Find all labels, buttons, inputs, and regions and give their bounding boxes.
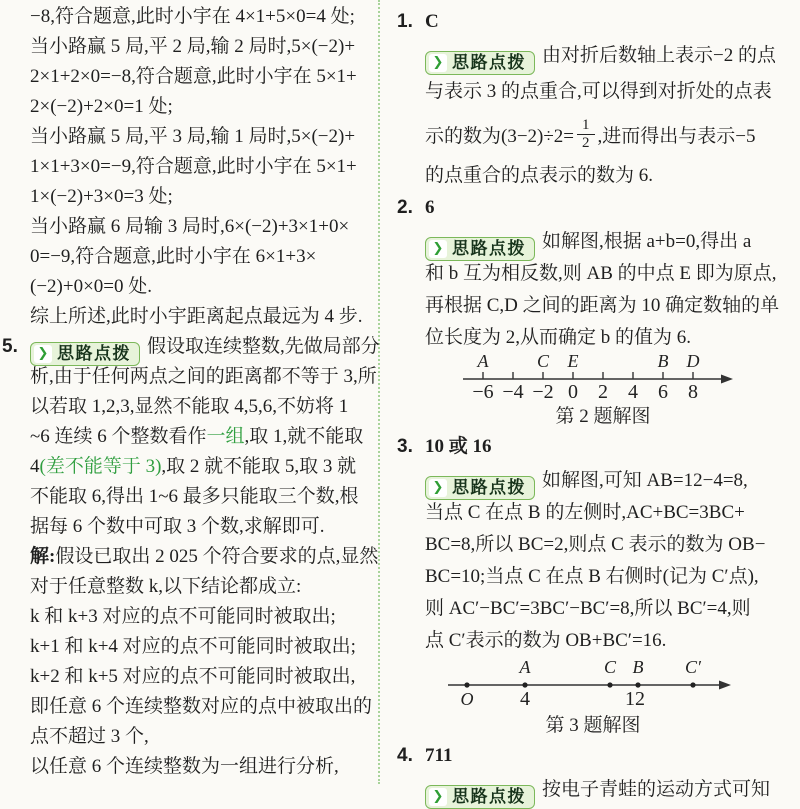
solution-line (30, 542, 379, 572)
hint-text: BC=10;当点 C 在点 B 右侧时(记为 C′点), (425, 566, 759, 587)
hint-text: 如解图,根据 a+b=0,得出 a (542, 231, 752, 252)
solution-line (30, 572, 375, 602)
chevron-right-icon: ❯ (34, 345, 52, 363)
silu-diandbo-badge (425, 476, 535, 500)
item-number: 4. (397, 745, 413, 766)
solution-text: 当小路赢 5 局,平 3 局,输 1 局时,5×(−2)+ (30, 126, 356, 147)
badge-label: 思路点拨 (452, 787, 526, 806)
hint-text: 的点重合的点表示的数为 6. (425, 165, 654, 186)
solution-line (30, 272, 375, 302)
hint-line (425, 76, 787, 108)
answer-row (397, 6, 787, 40)
number-line-diagram-2 (453, 354, 787, 431)
solution-line (30, 482, 375, 512)
answer-row (397, 740, 787, 774)
coordinate-label: 4 (520, 688, 530, 709)
answer-value: 711 (425, 745, 453, 766)
solution-line (30, 422, 375, 452)
item-number: 1. (397, 11, 413, 32)
hint-text: 如解图,可知 AB=12−4=8, (542, 470, 748, 491)
item-number: 2. (397, 197, 413, 218)
answer-item-4 (397, 740, 787, 806)
point-label: C′ (685, 657, 701, 677)
tick-label: 4 (628, 381, 638, 400)
left-column (2, 2, 380, 782)
number-line-svg (443, 657, 743, 709)
solution-line (30, 212, 375, 242)
jie-label: 解: (30, 546, 56, 567)
diagram-caption: 第 2 题解图 (555, 406, 651, 427)
solution-text: k 和 k+3 对应的点不可能同时被取出; (30, 606, 336, 627)
point-label: B (632, 657, 644, 677)
hint-line (425, 160, 787, 192)
hint-line (425, 322, 787, 354)
fraction-denominator: 2 (577, 134, 595, 152)
coordinate-label: 12 (625, 688, 645, 709)
answer-value: C (425, 11, 439, 32)
answer-item-3 (397, 431, 787, 740)
hint-line (425, 593, 787, 625)
solution-line (30, 152, 375, 182)
point-label: C (536, 354, 550, 371)
solution-line (30, 632, 375, 662)
fraction-one-half (577, 117, 595, 151)
point-label: E (567, 354, 579, 371)
solution-text: 以若取 1,2,3,显然不能取 4,5,6,不妨将 1 (30, 396, 349, 417)
solution-text: 0=−9,符合题意,此时小宇在 6×1+3× (30, 246, 317, 267)
answer-value: 6 (425, 197, 435, 218)
hint-line (425, 561, 787, 593)
column-divider (378, 0, 380, 784)
solution-line (30, 182, 375, 212)
hint-text: BC=8,所以 BC=2,则点 C 表示的数为 OB− (425, 534, 766, 555)
solution-text: (−2)+0×0=0 处. (30, 276, 153, 297)
solution-text: ,取 2 就不能取 5,取 3 就 (161, 456, 357, 477)
hint-line (425, 290, 787, 322)
tick-label: −6 (472, 381, 494, 400)
hint-line (425, 258, 787, 290)
item-number: 3. (397, 436, 413, 457)
solution-text: 4 (30, 456, 40, 477)
hint-first-line (425, 226, 787, 258)
solution-line (30, 302, 375, 332)
hint-text: 位长度为 2,从而确定 b 的值为 6. (425, 327, 692, 348)
solution-text: −8,符合题意,此时小宇在 4×1+5×0=4 处; (30, 6, 355, 27)
answer-row (397, 431, 787, 465)
point-dot (607, 682, 612, 687)
right-column (397, 6, 787, 806)
highlighted-text: (差不能等于 3) (39, 456, 162, 477)
solution-line (30, 512, 375, 542)
solution-text: 当小路赢 5 局,平 2 局,输 2 局时,5×(−2)+ (30, 36, 356, 57)
solution-text: k+1 和 k+4 对应的点不可能同时被取出; (30, 636, 356, 657)
chevron-right-icon: ❯ (429, 54, 447, 72)
solution-text: ~6 连续 6 个整数看作 (30, 426, 207, 447)
hint-line-with-fraction (425, 108, 787, 160)
solution-text: 析,由于任何两点之间的距离都不等于 3,所 (30, 366, 377, 387)
number-line-svg (453, 354, 753, 400)
solution-text: 2×(−2)+2×0=1 处; (30, 96, 173, 117)
solution-line (30, 32, 375, 62)
hint-text: 当点 C 在点 B 的左侧时,AC+BC=3BC+ (425, 502, 745, 523)
badge-label: 思路点拨 (452, 53, 526, 72)
hint-text: 再根据 C,D 之间的距离为 10 确定数轴的单 (425, 295, 780, 316)
answer-row (397, 192, 787, 226)
solution-line (30, 62, 375, 92)
tick-label: −2 (532, 381, 554, 400)
solution-line (30, 92, 375, 122)
solution-line (30, 722, 375, 752)
solution-line (30, 2, 375, 32)
tick-label: 2 (598, 381, 608, 400)
point-label: A (519, 657, 531, 677)
solution-text: 综上所述,此时小宇距离起点最远为 4 步. (30, 306, 363, 327)
chevron-right-icon: ❯ (429, 788, 447, 806)
answer-item-1 (397, 6, 787, 192)
solution-text: 1×(−2)+3×0=3 处; (30, 186, 173, 207)
solution-line (30, 692, 375, 722)
point-dot (690, 682, 695, 687)
point-label: A (477, 354, 489, 371)
arrowhead-icon (719, 681, 731, 690)
solution-line (30, 662, 375, 692)
tick-label: −4 (502, 381, 524, 400)
silu-diandbo-badge (425, 785, 535, 809)
point-dot (635, 682, 640, 687)
point-label: C (603, 657, 617, 677)
hint-first-line (425, 40, 787, 76)
answer-value: 10 或 16 (425, 436, 492, 457)
solution-line (30, 752, 375, 782)
solution-text: 假设已取出 2 025 个符合要求的点,显然 (55, 546, 379, 567)
point-dot (464, 682, 469, 687)
solution-text: 即任意 6 个连续整数对应的点中被取出的 (30, 696, 373, 717)
solution-text: 点不超过 3 个, (30, 726, 149, 747)
arrowhead-icon (721, 375, 733, 384)
hint-text: ,进而得出与表示−5 (597, 125, 756, 147)
highlighted-text: 一组 (206, 426, 245, 447)
solution-line (30, 242, 375, 272)
solution-text: 以任意 6 个连续整数为一组进行分析, (30, 756, 339, 777)
solution-line (30, 602, 375, 632)
number-line-diagram-3 (443, 657, 787, 740)
hint-text: 示的数为(3−2)÷2= (425, 125, 575, 147)
item-number: 5. (2, 336, 18, 357)
chevron-right-icon: ❯ (429, 479, 447, 497)
hint-first-line (425, 774, 787, 806)
silu-diandbo-badge (425, 51, 535, 75)
hint-text: 与表示 3 的点重合,可以得到对折处的点表 (425, 81, 772, 102)
hint-text: 点 C′表示的数为 OB+BC′=16. (425, 630, 667, 651)
solution-line (30, 362, 375, 392)
solution-text: 不能取 6,得出 1~6 最多只能取三个数,根 (30, 486, 359, 507)
solution-text: k+2 和 k+5 对应的点不可能同时被取出, (30, 666, 356, 687)
hint-line (425, 625, 787, 657)
hint-text: 则 AC′−BC′=3BC′−BC′=8,所以 BC′=4,则 (425, 598, 751, 619)
solution-text: 假设取连续整数,先做局部分 (147, 336, 380, 357)
solution-line (30, 452, 375, 482)
hint-text: 和 b 互为相反数,则 AB 的中点 E 即为原点, (425, 263, 777, 284)
solution-text: 2×1+2×0=−8,符合题意,此时小宇在 5×1+ (30, 66, 357, 87)
origin-label: O (460, 689, 474, 709)
solution-text: 1×1+3×0=−9,符合题意,此时小宇在 5×1+ (30, 156, 357, 177)
answer-item-2 (397, 192, 787, 431)
solution-line (30, 122, 375, 152)
hint-text: 按电子青蛙的运动方式可知 (542, 779, 771, 800)
item-5-first-line (2, 332, 380, 363)
tick-label: 8 (688, 381, 698, 400)
solution-text: 对于任意整数 k,以下结论都成立: (30, 576, 302, 597)
diagram-caption: 第 3 题解图 (545, 715, 641, 736)
solution-text: ,取 1,就不能取 (244, 426, 364, 447)
chevron-right-icon: ❯ (429, 240, 447, 258)
hint-line (425, 529, 787, 561)
point-dot (522, 682, 527, 687)
hint-text: 由对折后数轴上表示−2 的点 (542, 45, 776, 66)
hint-line (425, 497, 787, 529)
silu-diandbo-badge (425, 237, 535, 261)
badge-label: 思路点拨 (452, 239, 526, 258)
hint-first-line (425, 465, 787, 497)
badge-label: 思路点拨 (452, 478, 526, 497)
fraction-numerator: 1 (582, 117, 590, 133)
solution-text: 据每 6 个数中可取 3 个数,求解即可. (30, 516, 325, 537)
tick-label: 6 (658, 381, 668, 400)
point-label: B (657, 354, 669, 371)
solution-text: 当小路赢 6 局输 3 局时,6×(−2)+3×1+0× (30, 216, 350, 237)
tick-label: 0 (568, 381, 578, 400)
badge-label: 思路点拨 (57, 344, 131, 363)
solution-line (30, 392, 375, 422)
point-label: D (686, 354, 700, 371)
